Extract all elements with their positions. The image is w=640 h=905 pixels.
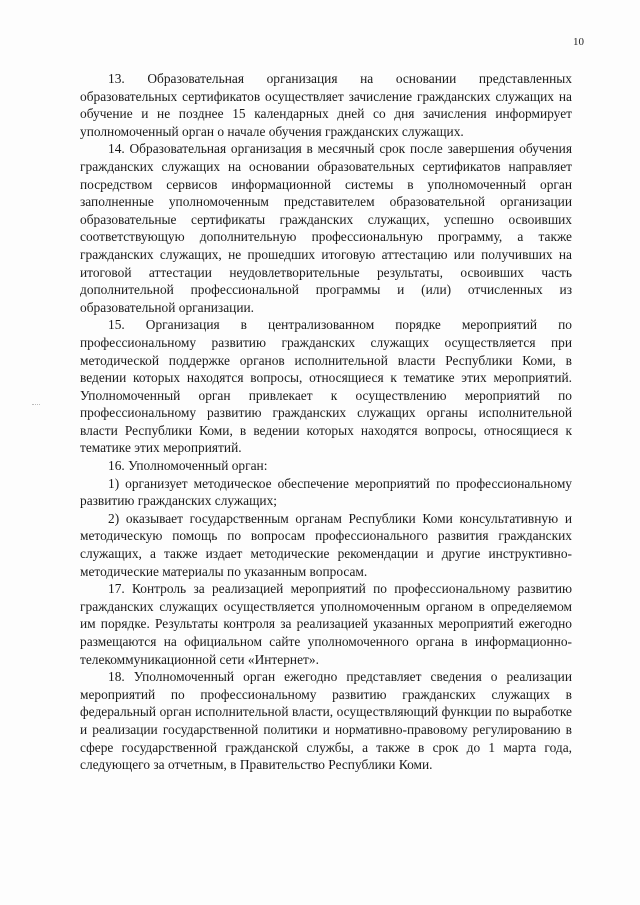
paragraph-18: 18. Уполномоченный орган ежегодно представляет сведения о реализации мероприятий по профессиональному развитию гражданских служащих в федеральный орган исполнительной власти, осуществляющий функции по выработке и реализации государственной политики и нормативно-правовому регулированию в сфере государственной гражданской службы, а также в срок до 1 марта года, следующего за отчетным, в Правительство Республики Коми. bbox=[80, 669, 572, 773]
paragraph-14: 14. Образовательная организация в месячный срок после завершения обучения гражданских служащих на основании образовательных сертификатов направляет посредством сервисов информационной системы в уполномоченный орган заполненные уполномоченным представителем образовательной организации образовательные сертификаты гражданских служащих, успешно освоивших соответствующую дополнительную профессиональную программу, а также гражданских служащих, не прошедших итоговую аттестацию или получивших на итоговой аттестации неудовлетворительные результаты, освоивших часть дополнительной профессиональной программы и (или) отчисленных из образовательной организации. bbox=[80, 141, 572, 315]
paragraph-13: 13. Образовательная организация на основании представленных образовательных сертификатов осуществляет зачисление гражданских служащих на обучение и не позднее 15 календарных дней со дня зачисления информирует уполномоченный орган о начале обучения гражданских служащих. bbox=[80, 71, 572, 139]
paragraph-16-item-1: 1) организует методическое обеспечение мероприятий по профессиональному развитию гражданских служащих; bbox=[80, 475, 572, 509]
paragraph-17: 17. Контроль за реализацией мероприятий по профессиональному развитию гражданских служащих осуществляется уполномоченным органом в определяемом им порядке. Результаты контроля за реализацией указанных мероприятий ежегодно размещаются на официальном сайте уполномоченного органа в информационно-телекоммуникационной сети «Интернет». bbox=[80, 581, 572, 667]
page-number: 10 bbox=[573, 36, 584, 48]
paragraph-16-item-2: 2) оказывает государственным органам Республики Коми консультативную и методическую помощь по вопросам профессионального развития гражданских служащих, а также издает методические рекомендации и другие инструктивно-методические материалы по указанным вопросам. bbox=[80, 510, 572, 579]
paragraph-15: 15. Организация в централизованном порядке мероприятий по профессиональному развитию гражданских служащих осуществляется при методической поддержке органов исполнительной власти Республики Коми, в ведении которых находятся вопросы, относящиеся к тематике этих мероприятий. Уполномоченный орган привлекает к осуществлению мероприятий по профессиональному развитию гражданских служащих органы исполнительной власти Республики Коми, в ведении которых находятся вопросы, относящиеся к тематике этих мероприятий. bbox=[80, 317, 572, 456]
paragraph-16: 16. Уполномоченный орган: bbox=[108, 458, 268, 474]
scan-margin-mark bbox=[32, 404, 40, 407]
document-body bbox=[80, 70, 572, 774]
